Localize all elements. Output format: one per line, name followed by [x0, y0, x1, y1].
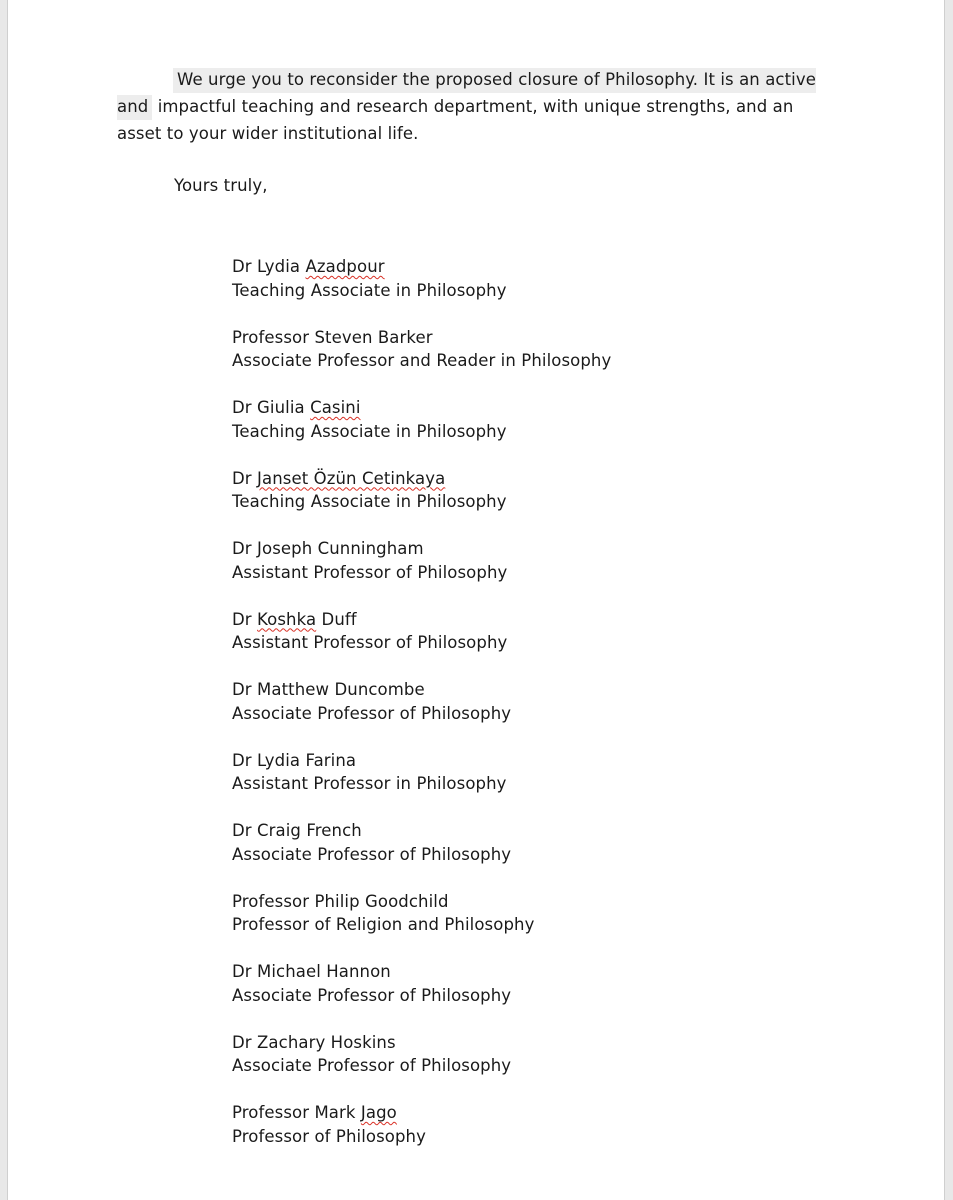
signatory-title: Teaching Associate in Philosophy: [232, 421, 507, 441]
signatory-name: Dr Craig French: [232, 821, 362, 840]
signatory-casini: [232, 396, 611, 467]
signatory-name: Dr Lydia Farina: [232, 750, 357, 770]
signatory-title: Professor of Religion and Philosophy: [232, 915, 535, 934]
name-text: Duff: [316, 609, 357, 629]
signatory-duncombe: [232, 678, 611, 749]
spellcheck-flagged-word[interactable]: Jago: [360, 1103, 397, 1122]
letter-body-text: impactful teaching and research department, with unique strengths, and an asset to your wider institutional life.: [117, 97, 794, 143]
signatory-title: Associate Professor of Philosophy: [232, 985, 512, 1005]
letter-body-paragraph: [117, 66, 837, 147]
closing-salutation: Yours truly,: [174, 176, 268, 195]
name-text: Dr Giulia: [232, 398, 311, 417]
signatory-jago: [232, 1101, 611, 1172]
signatory-name: [232, 255, 611, 279]
signatory-french: [232, 819, 611, 890]
highlighted-text-selection[interactable]: We urge you to reconsider the proposed closure of Philosophy. It is an active and: [117, 68, 816, 120]
signatory-title: Assistant Professor of Philosophy: [232, 633, 508, 652]
signatory-name: Professor Philip Goodchild: [232, 891, 449, 911]
signatory-title: Teaching Associate in Philosophy: [232, 492, 507, 511]
signatory-cunningham: [232, 537, 611, 608]
signatory-title: Teaching Associate in Philosophy: [232, 280, 507, 300]
document-page: [7, 0, 945, 1200]
spellcheck-flagged-word[interactable]: Janset Özün Cetinkaya: [257, 468, 446, 488]
signatory-azadpour: [232, 255, 611, 326]
signatory-title: Assistant Professor in Philosophy: [232, 774, 507, 793]
name-text: Dr: [232, 609, 258, 629]
signatory-name: [232, 467, 611, 491]
signatory-list: [232, 255, 611, 1172]
signatory-name: Dr Zachary Hoskins: [232, 1032, 396, 1052]
signatory-title: Associate Professor of Philosophy: [232, 703, 512, 723]
name-text: Professor Mark: [232, 1103, 361, 1122]
signatory-title: Professor of Philosophy: [232, 1126, 426, 1146]
signatory-goodchild: [232, 890, 611, 961]
signatory-title: Associate Professor of Philosophy: [232, 1056, 512, 1075]
signatory-farina: [232, 749, 611, 820]
signatory-hoskins: [232, 1031, 611, 1102]
signatory-name: Dr Joseph Cunningham: [232, 539, 424, 558]
name-text: Dr: [232, 468, 258, 488]
signatory-duff: [232, 608, 611, 679]
signatory-name: Dr Michael Hannon: [232, 962, 391, 981]
signatory-barker: [232, 326, 611, 397]
signatory-name: Dr Matthew Duncombe: [232, 680, 425, 699]
spellcheck-flagged-word[interactable]: Koshka: [257, 609, 317, 629]
signatory-name: [232, 608, 611, 632]
signatory-name: Professor Steven Barker: [232, 327, 433, 347]
signatory-name: [232, 1101, 611, 1125]
signatory-name: [232, 396, 611, 420]
spellcheck-flagged-word[interactable]: Azadpour: [305, 257, 385, 276]
signatory-title: Assistant Professor of Philosophy: [232, 562, 508, 582]
signatory-cetinkaya: [232, 467, 611, 538]
signatory-title: Associate Professor of Philosophy: [232, 844, 512, 864]
name-text: Dr Lydia: [232, 257, 306, 276]
signatory-hannon: [232, 960, 611, 1031]
signatory-title: Associate Professor and Reader in Philosophy: [232, 351, 612, 370]
spellcheck-flagged-word[interactable]: Casini: [310, 398, 361, 417]
